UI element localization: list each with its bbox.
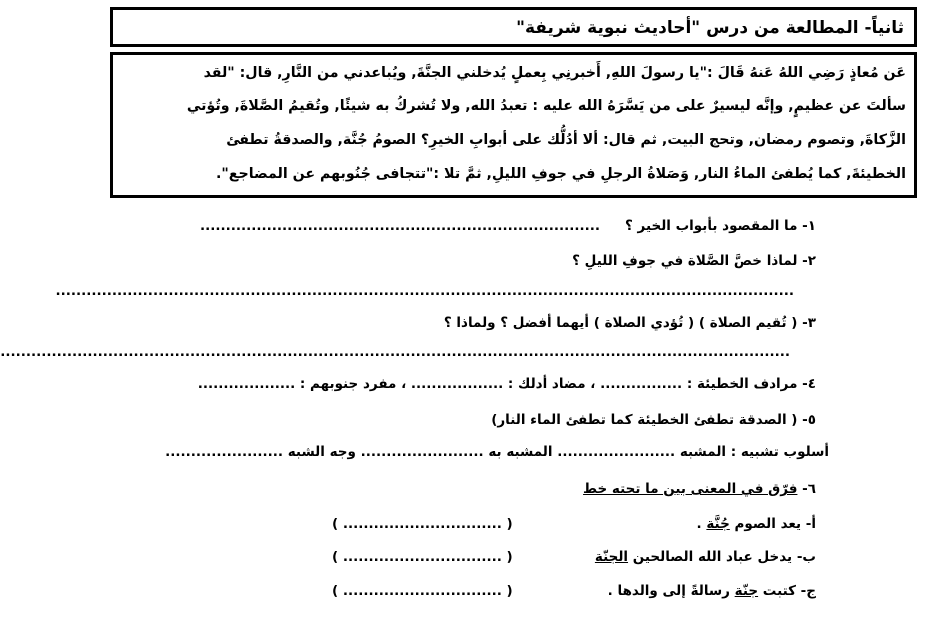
question-6-text: فرّق في المعنى بين ما تحته خط bbox=[583, 481, 798, 497]
hadith-line-4: الخطيئةَ, كما يُطفئ الماءُ النار, وَصَلاةُ الرجلِ في جوفِ الليلِ, ثمَّ تلا :"تتجافى جُنُوبهم عن المضاجع". bbox=[216, 166, 906, 182]
title-box bbox=[110, 7, 917, 47]
item-b-underlined: الجنّة bbox=[594, 549, 629, 565]
answer-line-2[interactable]: ................................................................................................................................................ bbox=[55, 283, 794, 299]
item-b-answer[interactable]: ( ............................... ) bbox=[332, 549, 513, 565]
question-4: ٤- مرادف الخطيئة : ................ ، مضاد أدلك : .................. ، مفرد جنوبهم : ................... bbox=[197, 376, 816, 392]
item-c bbox=[608, 583, 816, 599]
question-6 bbox=[583, 481, 816, 497]
item-b-prefix: ب- يدخل عباد الله الصالحين bbox=[628, 549, 816, 565]
item-c-suffix: رسالةً إلى والدها . bbox=[607, 583, 735, 599]
simile-style: أسلوب تشبيه : المشبه ....................... المشبه به ........................ وجه الشبه ....................... bbox=[165, 444, 829, 460]
item-a-answer[interactable]: ( ............................... ) bbox=[332, 516, 513, 532]
hadith-box bbox=[110, 52, 917, 198]
item-c-answer[interactable]: ( ............................... ) bbox=[332, 583, 513, 599]
section-title: ثانياً- المطالعة من درس "أحاديث نبوية شريفة" bbox=[516, 18, 904, 38]
question-2: ٢- لماذا خصَّ الصَّلاة في جوفِ الليلِ ؟ bbox=[572, 253, 816, 269]
hadith-line-1: عَن مُعاذٍ رَضِي اللهُ عَنهُ قَالَ :"يا رسولَ اللهِ, أَخبرنِي بِعملٍ يُدخلني الجنَّةَ, ويُباعدني من النَّارِ, قال: "لقد bbox=[203, 65, 906, 81]
item-c-underlined: جنّة bbox=[734, 583, 759, 599]
question-1: ١- ما المقصود بأبواب الخير ؟ bbox=[625, 218, 816, 234]
question-5: ٥- ( الصدقة تطفئ الخطيئة كما تطفئ الماء النار) bbox=[491, 412, 816, 428]
hadith-line-3: الزَّكاةَ, وتصوم رمضان, وتحج البيت, ثم قال: ألا أدُلُّك على أبوابِ الخيرِ؟ الصومُ جُنَّة, والصدقةُ تطفئ bbox=[226, 132, 906, 148]
item-a bbox=[697, 516, 816, 532]
question-6-number: ٦- bbox=[802, 481, 816, 497]
item-b bbox=[595, 549, 816, 565]
question-3: ٣- ( تُقيم الصلاة ) ( تُؤدي الصلاة ) أيهما أفضل ؟ ولماذا ؟ bbox=[443, 315, 816, 331]
answer-line-3[interactable]: .......................................................................................................................................................... bbox=[0, 344, 790, 360]
item-c-prefix: ج- كتبت bbox=[758, 583, 816, 599]
hadith-line-2: سألتَ عن عظيمٍ, وإنَّه ليسيرٌ على من يَسَّرَهُ الله عليه : تعبدُ الله, ولا تُشركُ به شيئًا, وتُقيمُ الصَّلاةَ, وتُؤتي bbox=[186, 98, 906, 114]
answer-line-1[interactable]: .............................................................................. bbox=[199, 218, 600, 234]
item-a-prefix: أ- يعد الصوم bbox=[729, 516, 816, 532]
item-a-underlined: جُنَّة bbox=[706, 516, 730, 532]
item-a-suffix: . bbox=[696, 516, 707, 532]
